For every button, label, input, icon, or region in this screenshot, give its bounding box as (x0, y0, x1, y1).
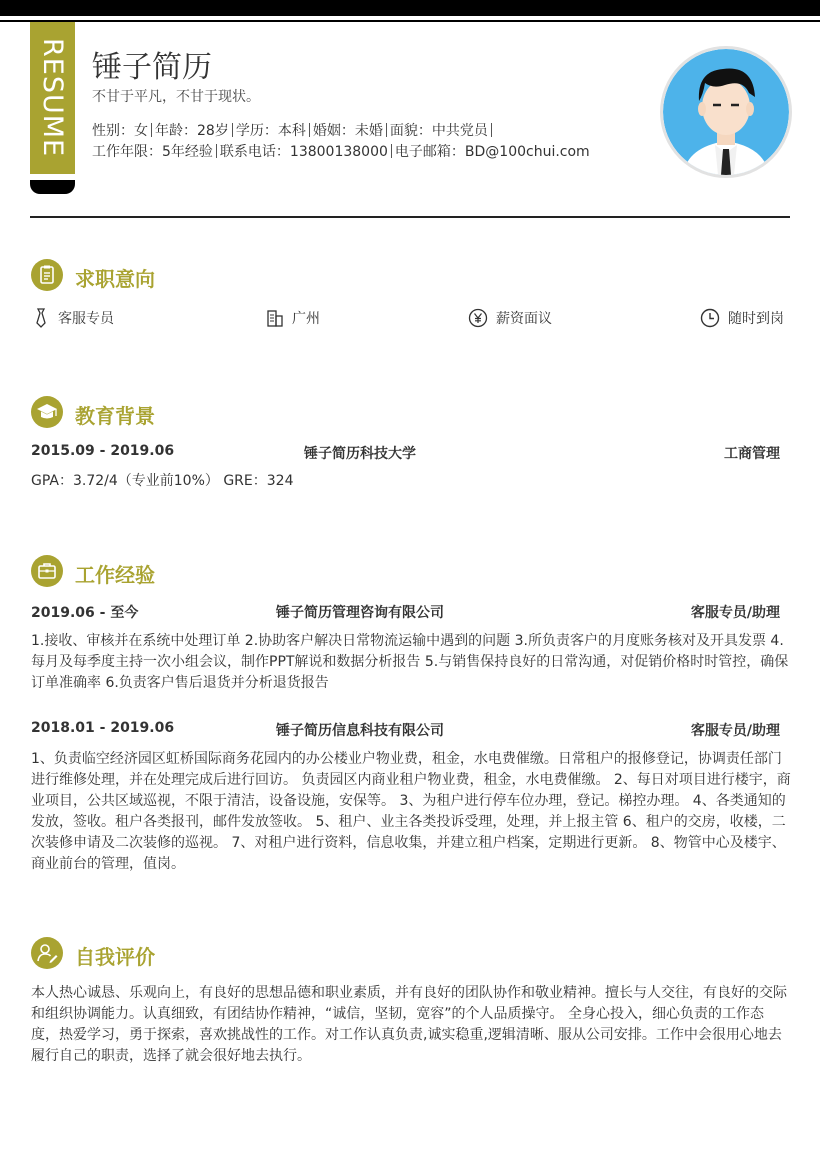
education-date: 2015.09 - 2019.06 (31, 443, 175, 459)
section-title-work: 工作经验 (75, 563, 155, 587)
education-school: 锤子简历科技大学 (304, 446, 416, 462)
info-phone: 联系电话：13800138000 (219, 144, 388, 160)
job-1-role: 客服专员/助理 (690, 605, 780, 621)
intent-availability (700, 308, 784, 328)
user-edit-icon (31, 937, 63, 969)
header-divider (30, 216, 790, 218)
separator (386, 123, 387, 137)
info-gender: 性别：女 (92, 123, 148, 139)
separator (216, 144, 217, 158)
job-2-company: 锤子简历信息科技有限公司 (276, 723, 444, 739)
clipboard-icon (31, 259, 63, 291)
separator (151, 123, 152, 137)
intent-salary (468, 308, 552, 328)
self-evaluation-text: 本人热心诚恳、乐观向上，有良好的思想品德和职业素质，并有良好的团队协作和敬业精神。擅长与人交往，有良好的交际和组织协调能力。认真细致，有团结协作精神，“诚信，坚韧，宽容”的个人品质操守。 全身心投入，细心负责的工作态度，热爱学习，勇于探索，喜欢挑战性的工作。对工作认真负责,诚实稳重,逻辑清晰、服从公司安排。工作中会很用心地去履行自己的职责，选择了就会很好地去执行。 (31, 985, 787, 1064)
resume-name: 锤子简历 (92, 50, 212, 85)
tie-icon (32, 308, 50, 328)
info-marital: 婚姻：未婚 (312, 123, 383, 139)
section-title-education: 教育背景 (75, 404, 155, 428)
separator (491, 123, 492, 137)
info-experience: 工作年限：5年经验 (92, 144, 213, 160)
ribbon-text: RESUME (37, 38, 68, 158)
slogan: 不甘于平凡，不甘于现状。 (92, 89, 260, 105)
info-age: 年龄：28岁 (155, 123, 229, 139)
info-email: 电子邮箱：BD@100chui.com (394, 144, 590, 160)
section-title-self: 自我评价 (75, 945, 155, 969)
education-detail: GPA：3.72/4（专业前10%） GRE：324 (31, 473, 294, 489)
top-bar (0, 0, 820, 16)
intent-position (32, 308, 114, 328)
separator (232, 123, 233, 137)
clock-icon (700, 308, 720, 328)
job-1-description: 1.接收、审核并在系统中处理订单 2.协助客户解决日常物流运输中遇到的问题 3.所负责客户的月度账务核对及开具发票 4.每月及每季度主持一次小组会议，制作PPT解说和数据分析报告 5.与销售保持良好的日常沟通，对促销价格时时管控，确保订单准确率 6.负责客户售后退货并分析退货报告 (31, 633, 789, 691)
job-1-company: 锤子简历管理咨询有限公司 (276, 605, 444, 621)
personal-info-line-2 (92, 141, 590, 161)
info-political: 面貌：中共党员 (389, 123, 488, 139)
intent-city-label: 广州 (292, 311, 320, 327)
separator (391, 144, 392, 158)
intent-position-label: 客服专员 (58, 311, 114, 327)
intent-salary-label: 薪资面议 (496, 311, 552, 327)
section-title-intent: 求职意向 (75, 267, 155, 291)
intent-city (266, 308, 320, 328)
education-major: 工商管理 (724, 446, 780, 462)
job-2-role: 客服专员/助理 (690, 723, 780, 739)
graduation-cap-icon (31, 396, 63, 428)
job-2-date: 2018.01 - 2019.06 (31, 720, 175, 736)
building-icon (266, 308, 284, 328)
job-1-date: 2019.06 - 至今 (31, 605, 139, 621)
intent-availability-label: 随时到岗 (728, 311, 784, 327)
ribbon-foot (30, 180, 75, 194)
top-line (0, 20, 820, 22)
job-2-description: 1、负责临空经济园区虹桥国际商务花园内的办公楼业户物业费，租金，水电费催缴。日常租户的报修登记，协调责任部门进行维修处理，并在处理完成后进行回访。 负责园区内商业租户物业费，租金，水电费催缴。 2、每日对项目进行楼宇，商业项目，公共区域巡视，不限于清洁，设备设施，安保等。 3、为租户进行停车位办理，登记。梯控办理。 4、各类通知的发放，签收。租户各类报刊，邮件发放签收。 5、租户、业主各类投诉受理，处理，并上报主管 6、租户的交房，收楼，二次装修申请及二次装修的巡视。 7、对租户进行资料，信息收集，并建立租户档案，定期进行更新。 8、物管中心及楼宇、商业前台的管理，值岗。 (31, 751, 791, 872)
male-avatar-icon (660, 46, 792, 178)
yen-icon (468, 308, 488, 328)
personal-info-line-1 (92, 120, 495, 140)
separator (309, 123, 310, 137)
briefcase-icon (31, 555, 63, 587)
info-education: 学历：本科 (235, 123, 306, 139)
